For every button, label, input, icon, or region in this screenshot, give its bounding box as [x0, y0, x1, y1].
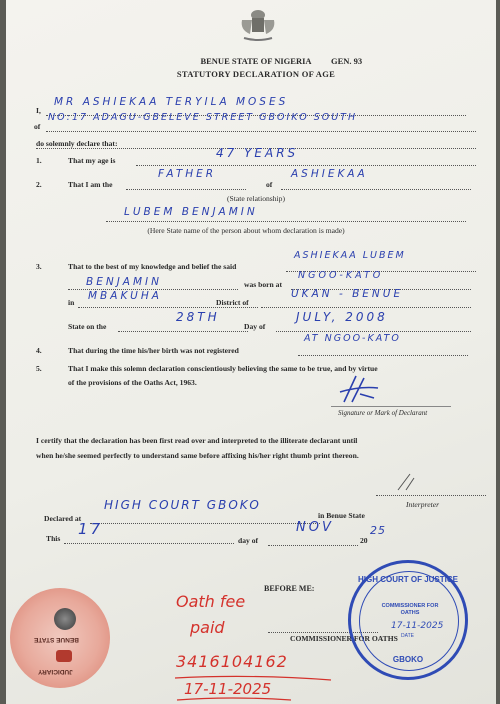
- person-name: LUBEM BENJAMIN: [124, 206, 258, 218]
- item-number: 4.: [36, 346, 42, 355]
- state-on-label: State on the: [68, 322, 107, 331]
- item-number: 2.: [36, 180, 42, 189]
- item-number: 3.: [36, 262, 42, 271]
- day-of-label: Day of: [244, 322, 266, 331]
- interpreter-line: [376, 495, 486, 496]
- dotted-line: [90, 523, 320, 524]
- court-stamp-outer-text: HIGH COURT OF JUSTICE: [357, 575, 458, 584]
- interpreter-label: Interpreter: [406, 500, 440, 509]
- in-label: in: [68, 298, 75, 307]
- registration-value: AT NGOO-KATO: [304, 333, 401, 344]
- seal-top-text: BENUE STATE: [34, 636, 79, 643]
- month-year-value: JULY, 2008: [296, 310, 388, 324]
- prefix-of: of: [34, 122, 41, 131]
- dotted-line: [276, 331, 471, 332]
- dotted-line: [118, 331, 248, 332]
- dotted-line: [136, 165, 476, 166]
- in-value: MBAKUHA: [88, 290, 162, 302]
- declared-month: NOV: [296, 520, 334, 535]
- solemn-line-2: of the provisions of the Oaths Act, 1963.: [68, 378, 197, 387]
- this-label: This: [46, 534, 61, 543]
- court-stamp-date: 17-11-2025: [391, 621, 444, 631]
- oath-fee-paid: paid: [190, 618, 225, 637]
- solemn-line-1: That I make this solemn declaration conscientiously believing the same to be true, and by virtue: [68, 364, 378, 373]
- interpreter-mark: [390, 470, 430, 494]
- relationship-caption: (State relationship): [227, 194, 285, 203]
- seal-hole: [54, 608, 76, 630]
- said-name-cont: BENJAMIN: [86, 276, 162, 288]
- relationship-value: FATHER: [158, 168, 217, 180]
- seal-bottom-text: JUDICIARY: [38, 668, 73, 675]
- declared-day: 17: [78, 520, 104, 538]
- certify-line-2: when he/she seemed perfectly to understand same before affixing his/her right thumb print thereon.: [36, 451, 359, 460]
- declarant-address: NO:17 ADAGU-GBELEVE STREET GBOIKO SOUTH: [48, 112, 358, 123]
- of-value: ASHIEKAA: [291, 168, 368, 180]
- declare-text: do solemnly declare that:: [36, 139, 118, 148]
- declarant-name: MR ASHIEKAA TERYILA MOSES: [54, 96, 289, 108]
- registration-label: That during the time his/her birth was not registered: [68, 346, 239, 355]
- form-title: STATUTORY DECLARATION OF AGE: [176, 69, 336, 79]
- state-heading: BENUE STATE OF NIGERIA: [200, 56, 312, 66]
- declared-state: in Benue State: [318, 511, 365, 520]
- dotted-line: [46, 131, 476, 132]
- declaration-form: [6, 0, 496, 704]
- born-at-value: NGOO-KATO: [298, 270, 384, 281]
- receipt-number: 3416104162: [176, 652, 288, 671]
- annotation-date: 17-11-2025: [184, 680, 272, 698]
- certify-line-1: I certify that the declaration has been first read over and interpreted to the illiterate declarant until: [36, 436, 358, 445]
- age-label: That my age is: [68, 156, 116, 165]
- signature-caption: Signature or Mark of Declarant: [338, 409, 428, 417]
- coat-of-arms-icon: [238, 6, 278, 42]
- item-number: 5.: [36, 364, 42, 373]
- declared-year-prefix: 20: [360, 536, 368, 545]
- said-name: ASHIEKAA LUBEM: [294, 250, 406, 261]
- oath-fee-text: Oath fee: [176, 592, 246, 611]
- relationship-label: That I am the: [68, 180, 113, 189]
- judiciary-seal: [10, 588, 110, 688]
- dotted-line: [106, 221, 466, 222]
- district-label: District of: [216, 298, 249, 307]
- dotted-line: [281, 189, 471, 190]
- item-number: 1.: [36, 156, 42, 165]
- court-stamp-town: GBOKO: [392, 655, 424, 664]
- day-value: 28TH: [176, 310, 220, 324]
- red-underline: [171, 668, 341, 704]
- age-value: 47 YEARS: [216, 146, 299, 160]
- dotted-line: [78, 307, 258, 308]
- born-at-label: was born at: [244, 280, 282, 289]
- prefix-i: I,: [36, 106, 41, 115]
- court-stamp-inner-text: COMMISSIONER FOR OATHS: [381, 603, 439, 616]
- declared-place: HIGH COURT GBOKO: [104, 498, 261, 512]
- declared-label: Declared at: [44, 514, 82, 523]
- dotted-line: [126, 189, 246, 190]
- court-stamp-date-label: DATE: [401, 633, 414, 639]
- declarant-signature: [334, 372, 384, 406]
- form-code: GEN. 93: [331, 56, 363, 66]
- before-me: BEFORE ME:: [264, 584, 315, 593]
- map-icon: [56, 650, 72, 662]
- court-stamp: [348, 560, 468, 680]
- signature-line: [331, 406, 451, 407]
- dotted-line: [64, 543, 234, 544]
- dotted-line: [261, 307, 471, 308]
- dotted-line: [298, 355, 468, 356]
- person-caption: (Here State name of the person about whom declaration is made): [147, 226, 345, 235]
- commissioner-label: COMMISSIONER FOR OATHS: [290, 634, 398, 643]
- of-label: of: [266, 180, 273, 189]
- district-value: UKAN - BENUE: [291, 288, 404, 300]
- dotted-line: [268, 545, 358, 546]
- belief-label: That to the best of my knowledge and belief the said: [68, 262, 237, 271]
- declared-year-suffix: 25: [370, 524, 386, 537]
- declared-day-of: day of: [238, 536, 259, 545]
